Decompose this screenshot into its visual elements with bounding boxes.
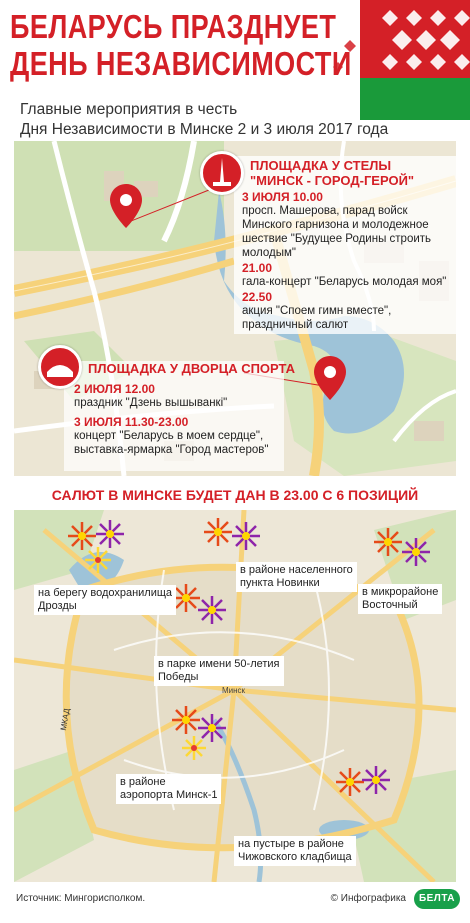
city-label-minsk-small: Минск <box>222 686 246 695</box>
location-label-line: в микрорайоне <box>362 586 439 598</box>
map-pin-stela <box>110 184 142 228</box>
firework-icon-drozdy <box>64 516 134 586</box>
location-label-line: в районе населенного <box>240 564 353 576</box>
location-label-chizhovka <box>234 836 356 866</box>
location-label-line: Победы <box>158 671 199 683</box>
location-label-line: на пустыре в районе <box>238 838 344 850</box>
event-text: просп. Машерова, парад войск <box>242 205 408 217</box>
event-date: 21.00 <box>242 261 273 275</box>
venue-sports-palace-event-1 <box>74 382 227 410</box>
venue-stela-event-1 <box>242 190 431 260</box>
events-map <box>14 141 456 476</box>
fireworks-map <box>14 510 456 882</box>
location-label-airport <box>116 774 221 804</box>
venue-stela-event-3 <box>242 290 391 332</box>
salute-title: САЛЮТ В МИНСКЕ БУДЕТ ДАН В 23.00 С 6 ПОЗИЦИЙ <box>51 487 419 503</box>
title-line-1: БЕЛАРУСЬ ПРАЗДНУЕТ <box>10 8 337 45</box>
source-note: Источник: Мингорисполком. <box>16 893 146 904</box>
venue-sports-palace-title: ПЛОЩАДКА У ДВОРЦА СПОРТА <box>88 361 296 376</box>
location-label-vostochny <box>358 584 442 614</box>
credit-note: © Инфографика <box>330 893 406 904</box>
title-line-2: ДЕНЬ НЕЗАВИСИМОСТИ <box>10 45 352 82</box>
event-date: 22.50 <box>242 290 273 304</box>
location-label-line: пункта Новинки <box>240 577 320 589</box>
event-text: праздничный салют <box>242 319 349 331</box>
venue-stela-event-2 <box>242 261 446 289</box>
event-date: 3 ИЮЛЯ 10.00 <box>242 190 323 204</box>
event-text: Минского гарнизона и молодежное <box>242 219 429 231</box>
event-text: праздник "Дзень вышыванкі" <box>74 397 228 409</box>
road-label-mkad: МКАД <box>58 707 72 732</box>
header <box>0 0 470 140</box>
location-label-drozdy <box>34 585 176 615</box>
stela-monument-icon <box>200 151 244 195</box>
event-text: шествие "Будущее Родины строить <box>242 233 432 245</box>
map-pin-sports-palace <box>314 356 346 400</box>
firework-icon-airport <box>164 700 234 770</box>
belta-logo: БЕЛТА <box>414 889 460 909</box>
location-label-line: аэропорта Минск-1 <box>120 789 218 801</box>
page-title <box>10 8 352 82</box>
location-label-line: Восточный <box>362 599 418 611</box>
location-label-novinki <box>236 562 357 592</box>
event-date: 3 ИЮЛЯ 11.30-23.00 <box>74 415 189 429</box>
firework-icon-vostochny <box>370 522 440 592</box>
firework-icon-chizhovka <box>330 760 400 830</box>
subtitle <box>20 100 465 140</box>
venue-stela-title-line-1: ПЛОЩАДКА У СТЕЛЫ <box>250 158 392 173</box>
event-text: концерт "Беларусь в моем сердце", <box>74 430 264 442</box>
venue-stela-title-line-2: "МИНСК - ГОРОД-ГЕРОЙ" <box>250 173 415 188</box>
venue-sports-palace-event-2 <box>74 415 268 457</box>
venue-stela-title <box>250 158 414 188</box>
location-label-line: Дрозды <box>38 600 77 612</box>
event-text: молодым" <box>242 247 296 259</box>
location-label-line: в районе <box>120 776 166 788</box>
location-label-line: в парке имени 50-летия <box>158 658 280 670</box>
event-text: выставка-ярмарка "Город мастеров" <box>74 444 269 456</box>
event-text: гала-концерт "Беларусь молодая моя" <box>242 276 447 288</box>
location-label-line: Чижовского кладбища <box>238 851 352 863</box>
location-label-line: на берегу водохранилища <box>38 587 173 599</box>
event-text: акция "Споем гимн вместе", <box>242 305 392 317</box>
subtitle-line-1: Главные мероприятия в честь <box>20 101 238 118</box>
location-label-pobedy-park <box>154 656 284 686</box>
event-date: 2 ИЮЛЯ 12.00 <box>74 382 155 396</box>
subtitle-line-2: Дня Независимости в Минске 2 и 3 июля 2017 года <box>20 121 389 138</box>
